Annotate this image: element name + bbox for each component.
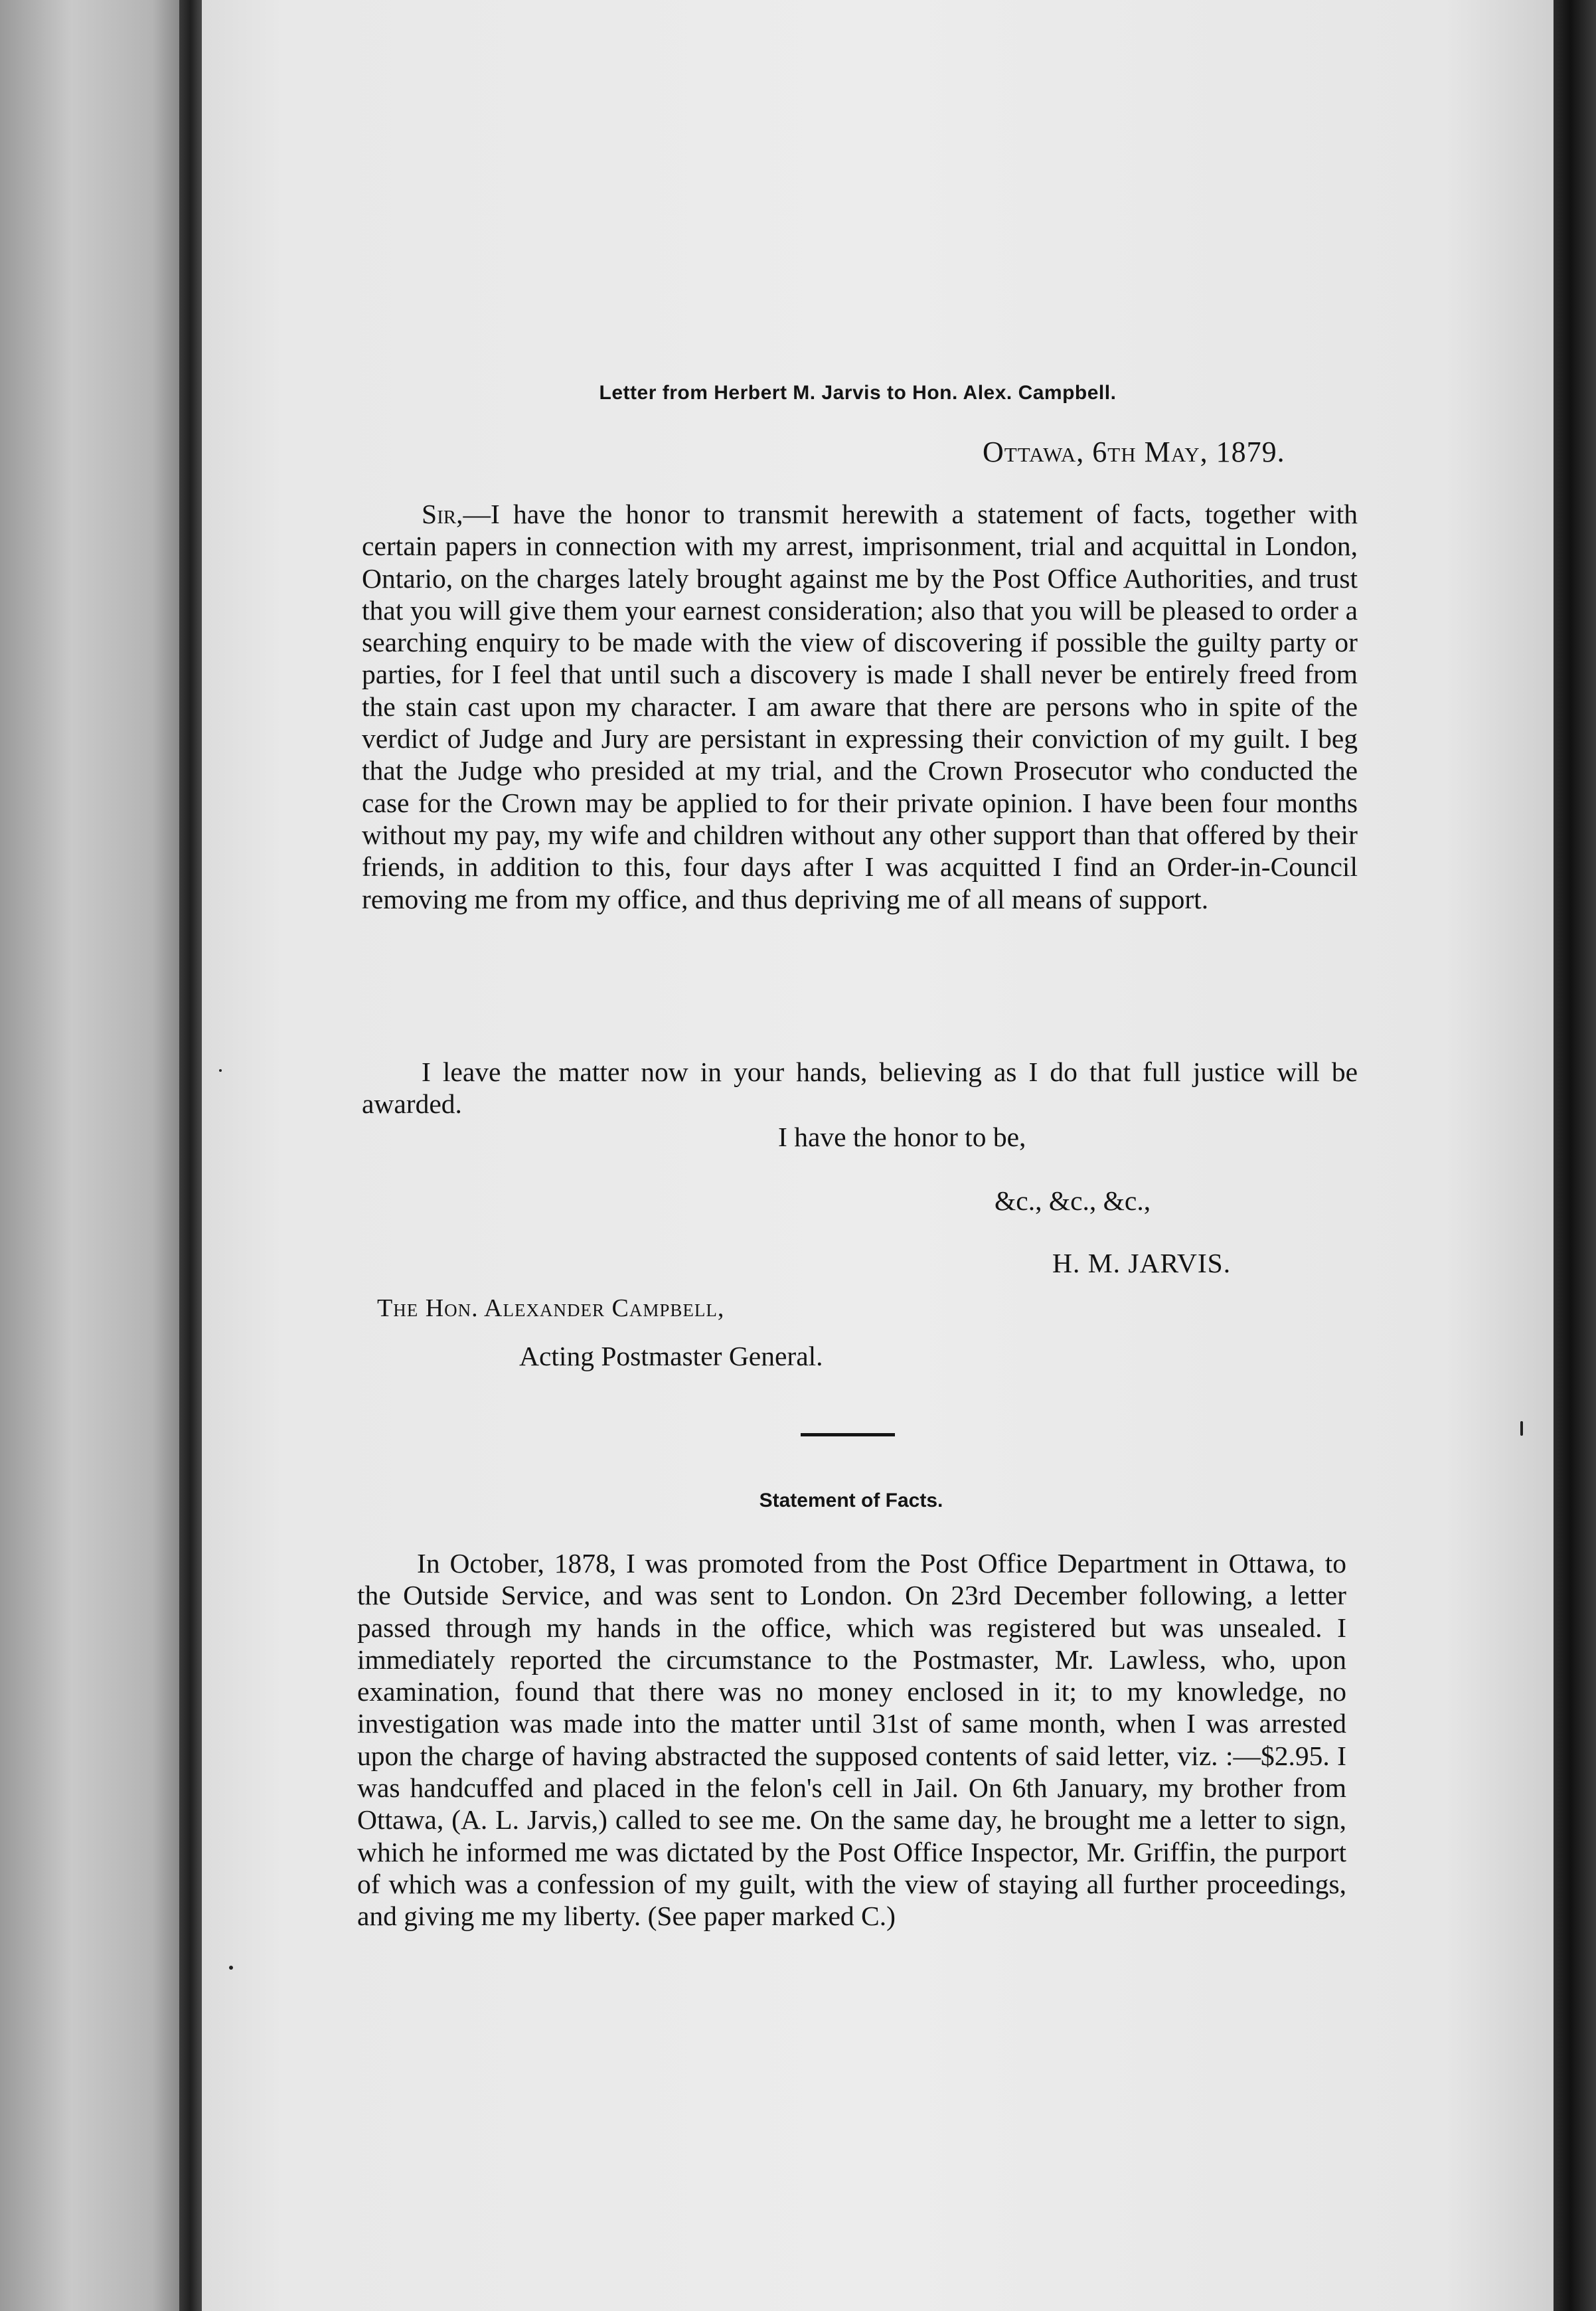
letter-title: Letter from Herbert M. Jarvis to Hon. Alex. Campbell. <box>599 382 1117 404</box>
left-binding-edge <box>0 0 179 2311</box>
salutation: Sir, <box>422 499 463 529</box>
closing-etc: &c., &c., &c., <box>995 1185 1151 1216</box>
binding-spine <box>179 0 202 2311</box>
letter-paragraph-2: I leave the matter now in your hands, believing as I do that full justice will be awarded. <box>362 1057 1358 1120</box>
page-paper <box>202 0 1554 2311</box>
addressee-role: Acting Postmaster General. <box>519 1341 823 1371</box>
addressee-name: The Hon. Alexander Campbell, <box>377 1294 725 1322</box>
scan-speck <box>219 1069 222 1072</box>
signature: H. M. JARVIS. <box>1052 1248 1232 1278</box>
closing-line: I have the honor to be, <box>778 1122 1026 1152</box>
letter-paragraph-1-text: —I have the honor to transmit herewith a statement of facts, together with certain papers in connection with my arrest, imprisonment, trial and acquittal in London, Ontario, on the charges lately brought against me by the Post Office Authorities, and trust that you will give them your earnest consideration; also that you will be pleased to order a searching enquiry to be made with the view of discovering if possible the guilty party or parties, for I feel that until such a discovery is made I shall never be entirely freed from the stain cast upon my character. I am aware that there are persons who in spite of the verdict of Judge and Jury are persistant in expressing their conviction of my guilt. I beg that the Judge who presided at my trial, and the Crown Prosecutor who conducted the case for the Crown may be applied to for their private opinion. I have been four months without my pay, my wife and children without any other support than that offered by their friends, in addition to this, four days after I was acquitted I find an Order-in-Council removing me from my office, and thus depriving me of all means of support. <box>362 499 1358 914</box>
scan-speck <box>229 1966 233 1970</box>
dateline: Ottawa, 6th May, 1879. <box>983 436 1285 468</box>
section-divider <box>801 1433 895 1436</box>
statement-heading: Statement of Facts. <box>759 1490 943 1511</box>
letter-paragraph-1 <box>362 498 1358 915</box>
scan-speck <box>1520 1421 1523 1436</box>
statement-paragraph: In October, 1878, I was promoted from the Post Office Department in Ottawa, to the Outside Service, and was sent to London. On 23rd December following, a letter passed through my hands in the office, which was registered but was unsealed. I immediately reported the circumstance to the Postmaster, Mr. Lawless, who, upon examination, found that there was no money enclosed in it; to my knowledge, no investigation was made into the matter until 31st of same month, when I was arrested upon the charge of having abstracted the supposed contents of said letter, viz. :—$2.95. I was handcuffed and placed in the felon's cell in Jail. On 6th January, my brother from Ottawa, (A. L. Jarvis,) called to see me. On the same day, he brought me a letter to sign, which he informed me was dictated by the Post Office Inspector, Mr. Griffin, the purport of which was a confession of my guilt, with the view of staying all further proceedings, and giving me my liberty. (See paper marked C.) <box>357 1548 1346 1932</box>
right-page-edge <box>1554 0 1596 2311</box>
